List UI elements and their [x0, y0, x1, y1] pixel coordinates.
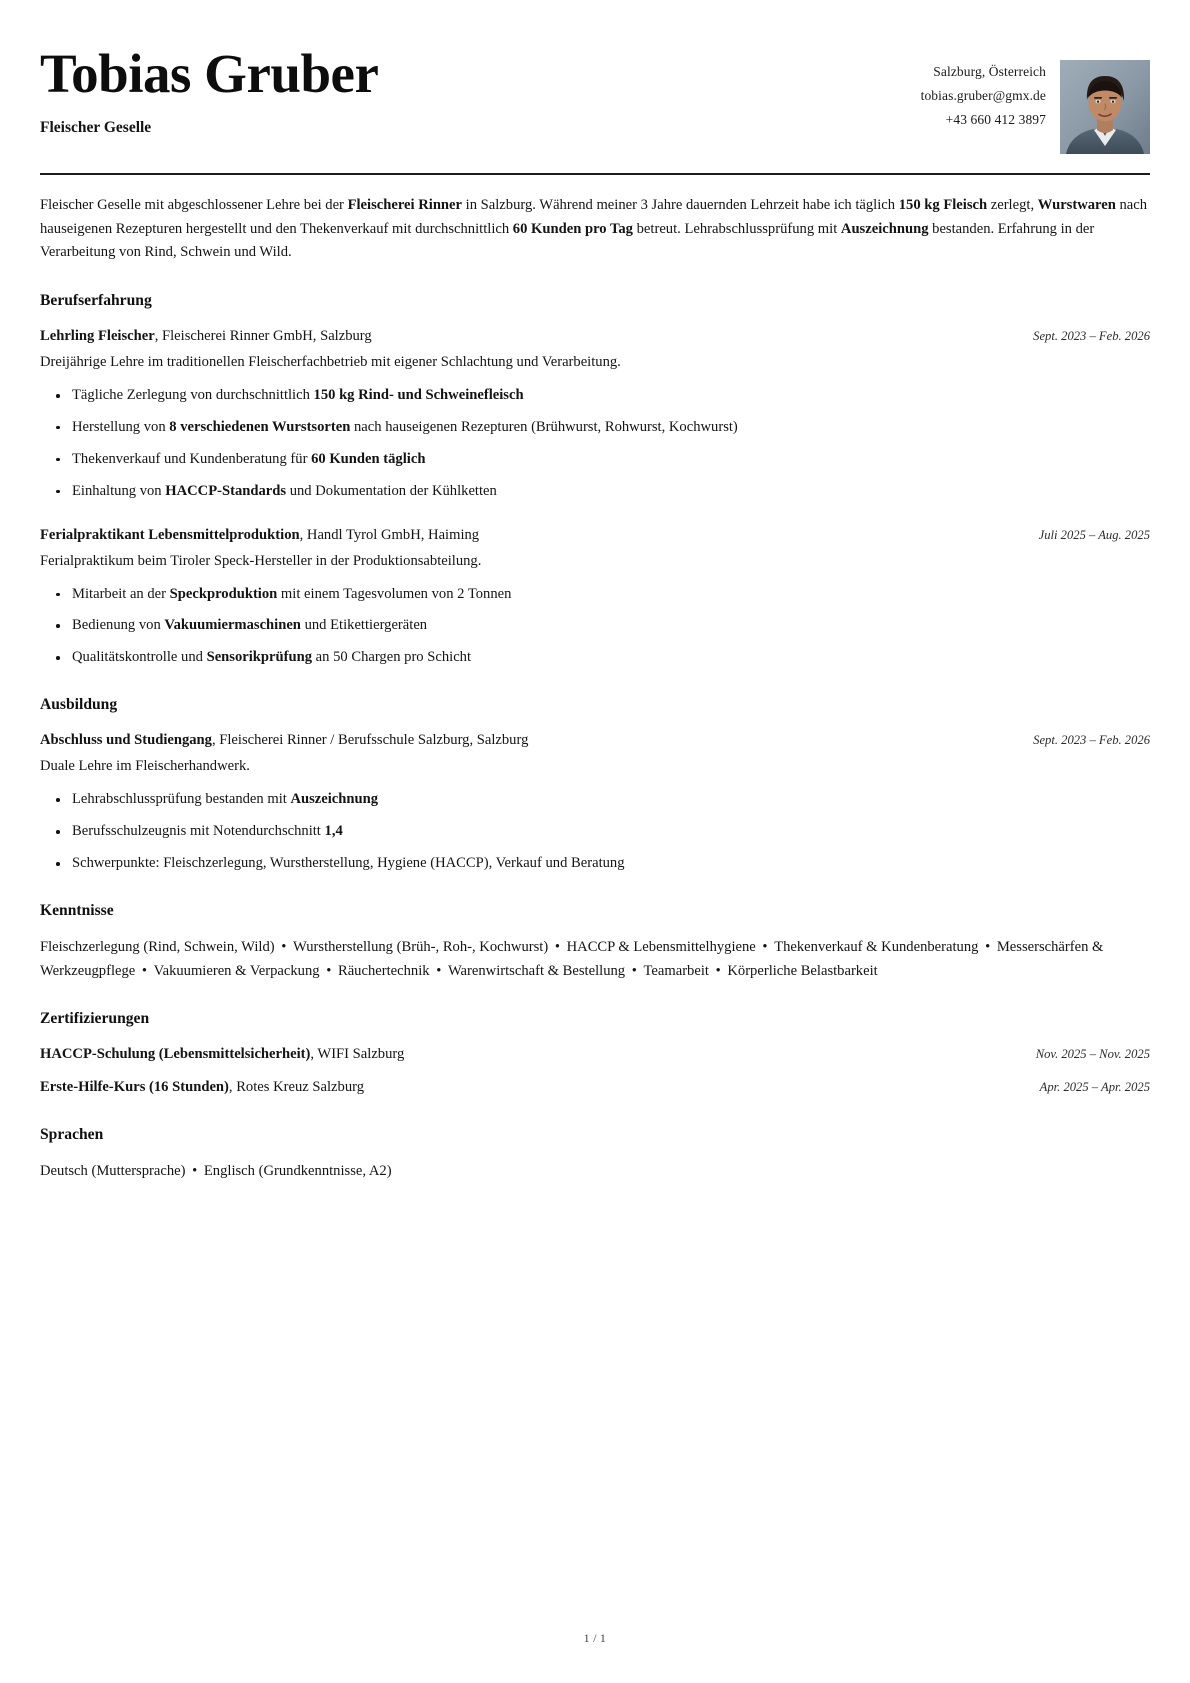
resume-entry: [40, 525, 1150, 670]
entry-date: Sept. 2023 – Feb. 2026: [1033, 733, 1150, 748]
entry-description: Ferialpraktikum beim Tiroler Speck-Hersteller in der Produktionsabteilung.: [40, 552, 482, 569]
entry-bullet: Herstellung von 8 verschiedenen Wurstsorten nach hauseigenen Rezepturen (Brühwurst, Rohwurst, Kochwurst): [70, 417, 1150, 439]
section-skills: [40, 902, 1150, 983]
section-title-skills: Kenntnisse: [40, 901, 114, 919]
entry-header: [40, 326, 1150, 347]
entry-bullet: Bedienung von Vakuumiermaschinen und Etikettiergeräten: [70, 615, 1150, 637]
section-title-certifications: Zertifizierungen: [40, 1010, 150, 1028]
inline-list-item: Messerschärfen & Werkzeugpflege: [40, 938, 1104, 979]
inline-list-item: Teamarbeit: [643, 962, 709, 979]
section-languages: [40, 1126, 1150, 1184]
certification-title: HACCP-Schulung (Lebensmittelsicherheit): [40, 1046, 311, 1063]
section-education: [40, 696, 1150, 875]
inline-list-item: Englisch (Grundkenntnisse, A2): [203, 1162, 392, 1179]
header-divider: [40, 173, 1150, 175]
entry-role: [40, 730, 528, 751]
entry-bullet-list: [40, 385, 1150, 503]
entry-bullet: Thekenverkauf und Kundenberatung für 60 Kunden täglich: [70, 449, 1150, 471]
section-title-experience: Berufserfahrung: [40, 291, 152, 309]
certification-rows: [40, 1044, 1150, 1098]
entry-organisation: , Fleischerei Rinner / Berufsschule Salzburg, Salzburg: [211, 732, 529, 749]
certification-title: Erste-Hilfe-Kurs (16 Stunden): [40, 1079, 229, 1096]
inline-list-item: HACCP & Lebensmittelhygiene: [566, 938, 756, 955]
entry-role-title: Lehrling Fleischer: [40, 327, 155, 344]
section-certifications: [40, 1010, 1150, 1098]
entry-date: Sept. 2023 – Feb. 2026: [1033, 328, 1150, 343]
bullet-separator-icon: •: [628, 962, 641, 979]
skills-list: [40, 936, 1150, 983]
entry-role-title: Abschluss und Studiengang: [40, 732, 212, 749]
certification-issuer: , WIFI Salzburg: [310, 1046, 405, 1063]
bullet-separator-icon: •: [711, 962, 725, 979]
bullet-separator-icon: •: [138, 962, 151, 979]
entry-bullet: Lehrabschlussprüfung bestanden mit Auszeichnung: [70, 789, 1150, 811]
certification-row: [40, 1077, 1150, 1098]
inline-list-item: Wurstherstellung (Brüh-, Roh-, Kochwurst): [293, 938, 549, 955]
entry-role-title: Ferialpraktikant Lebensmittelproduktion: [40, 526, 300, 543]
page-indicator: 1 / 1: [583, 1633, 607, 1645]
section-experience: [40, 292, 1150, 669]
entry-bullet: Mitarbeit an der Speckproduktion mit einem Tagesvolumen von 2 Tonnen: [70, 584, 1150, 606]
entry-header: [40, 730, 1150, 751]
entry-organisation: , Handl Tyrol GmbH, Haiming: [299, 526, 480, 543]
inline-list-item: Körperliche Belastbarkeit: [727, 962, 878, 979]
entry-bullet: Qualitätskontrolle und Sensorikprüfung an 50 Chargen pro Schicht: [70, 647, 1150, 669]
experience-entries: [40, 326, 1150, 669]
education-entries: [40, 730, 1150, 875]
entry-bullet: Schwerpunkte: Fleischzerlegung, Wurstherstellung, Hygiene (HACCP), Verkauf und Beratung: [70, 853, 1150, 875]
section-title-languages: Sprachen: [40, 1125, 104, 1143]
entry-role: [40, 326, 372, 347]
inline-list-item: Vakuumieren & Verpackung: [153, 962, 320, 979]
portrait-photo: [1060, 60, 1150, 154]
section-title-education: Ausbildung: [40, 696, 118, 714]
entry-bullet-list: [40, 584, 1150, 670]
contact-phone[interactable]: +43 660 412 3897: [945, 112, 1046, 128]
bullet-separator-icon: •: [277, 938, 291, 955]
candidate-name: Tobias Gruber: [40, 43, 379, 104]
certification-issuer: , Rotes Kreuz Salzburg: [228, 1079, 365, 1096]
bullet-separator-icon: •: [758, 938, 772, 955]
professional-summary: Fleischer Geselle mit abgeschlossener Lehre bei der Fleischerei Rinner in Salzburg. Während meiner 3 Jahre dauernden Lehrzeit habe ich täglich 150 kg Fleisch zerlegt, Wurstwaren nach hauseigenen Rezepturen hergestellt und den Thekenverkauf mit durchschnittlich 60 Kunden pro Tag betreut. Lehrabschlussprüfung mit Auszeichnung bestanden. Erfahrung in der Verarbeitung von Rind, Schwein und Wild.: [40, 197, 1148, 261]
resume-entry: [40, 730, 1150, 875]
entry-description: Duale Lehre im Fleischerhandwerk.: [40, 758, 250, 775]
bullet-separator-icon: •: [551, 938, 564, 955]
bullet-separator-icon: •: [432, 962, 445, 979]
bullet-separator-icon: •: [188, 1162, 201, 1179]
certification-row: [40, 1044, 1150, 1065]
entry-header: [40, 525, 1150, 546]
resume-header: [40, 40, 1150, 154]
inline-list-item: Deutsch (Muttersprache): [40, 1162, 186, 1179]
bullet-separator-icon: •: [322, 962, 335, 979]
entry-date: Juli 2025 – Aug. 2025: [1038, 527, 1150, 542]
certification-date: Apr. 2025 – Apr. 2025: [1039, 1080, 1150, 1095]
entry-organisation: , Fleischerei Rinner GmbH, Salzburg: [154, 327, 372, 344]
contact-location: Salzburg, Österreich: [933, 64, 1046, 79]
contact-email[interactable]: tobias.gruber@gmx.de: [920, 88, 1046, 104]
bullet-separator-icon: •: [981, 938, 994, 955]
certification-date: Nov. 2025 – Nov. 2025: [1035, 1047, 1150, 1062]
contact-block: [921, 60, 1046, 132]
certification-name: [40, 1044, 404, 1065]
inline-list-item: Thekenverkauf & Kundenberatung: [774, 938, 979, 955]
identity-block: [40, 43, 921, 137]
resume-entry: [40, 326, 1150, 503]
inline-list-item: Fleischzerlegung (Rind, Schwein, Wild): [40, 938, 275, 955]
inline-list-item: Räuchertechnik: [337, 962, 430, 979]
entry-bullet: Tägliche Zerlegung von durchschnittlich 150 kg Rind- und Schweinefleisch: [70, 385, 1150, 407]
certification-name: [40, 1077, 364, 1098]
entry-role: [40, 525, 479, 546]
inline-list-item: Warenwirtschaft & Bestellung: [447, 962, 626, 979]
contact-photo-group: [921, 46, 1150, 154]
entry-bullet-list: [40, 789, 1150, 875]
languages-list: [40, 1160, 1150, 1184]
entry-description: Dreijährige Lehre im traditionellen Fleischerfachbetrieb mit eigener Schlachtung und Verarbeitung.: [40, 354, 621, 371]
entry-bullet: Einhaltung von HACCP-Standards und Dokumentation der Kühlketten: [70, 481, 1150, 503]
entry-bullet: Berufsschulzeugnis mit Notendurchschnitt 1,4: [70, 821, 1150, 843]
candidate-job-title: Fleischer Geselle: [40, 119, 152, 136]
